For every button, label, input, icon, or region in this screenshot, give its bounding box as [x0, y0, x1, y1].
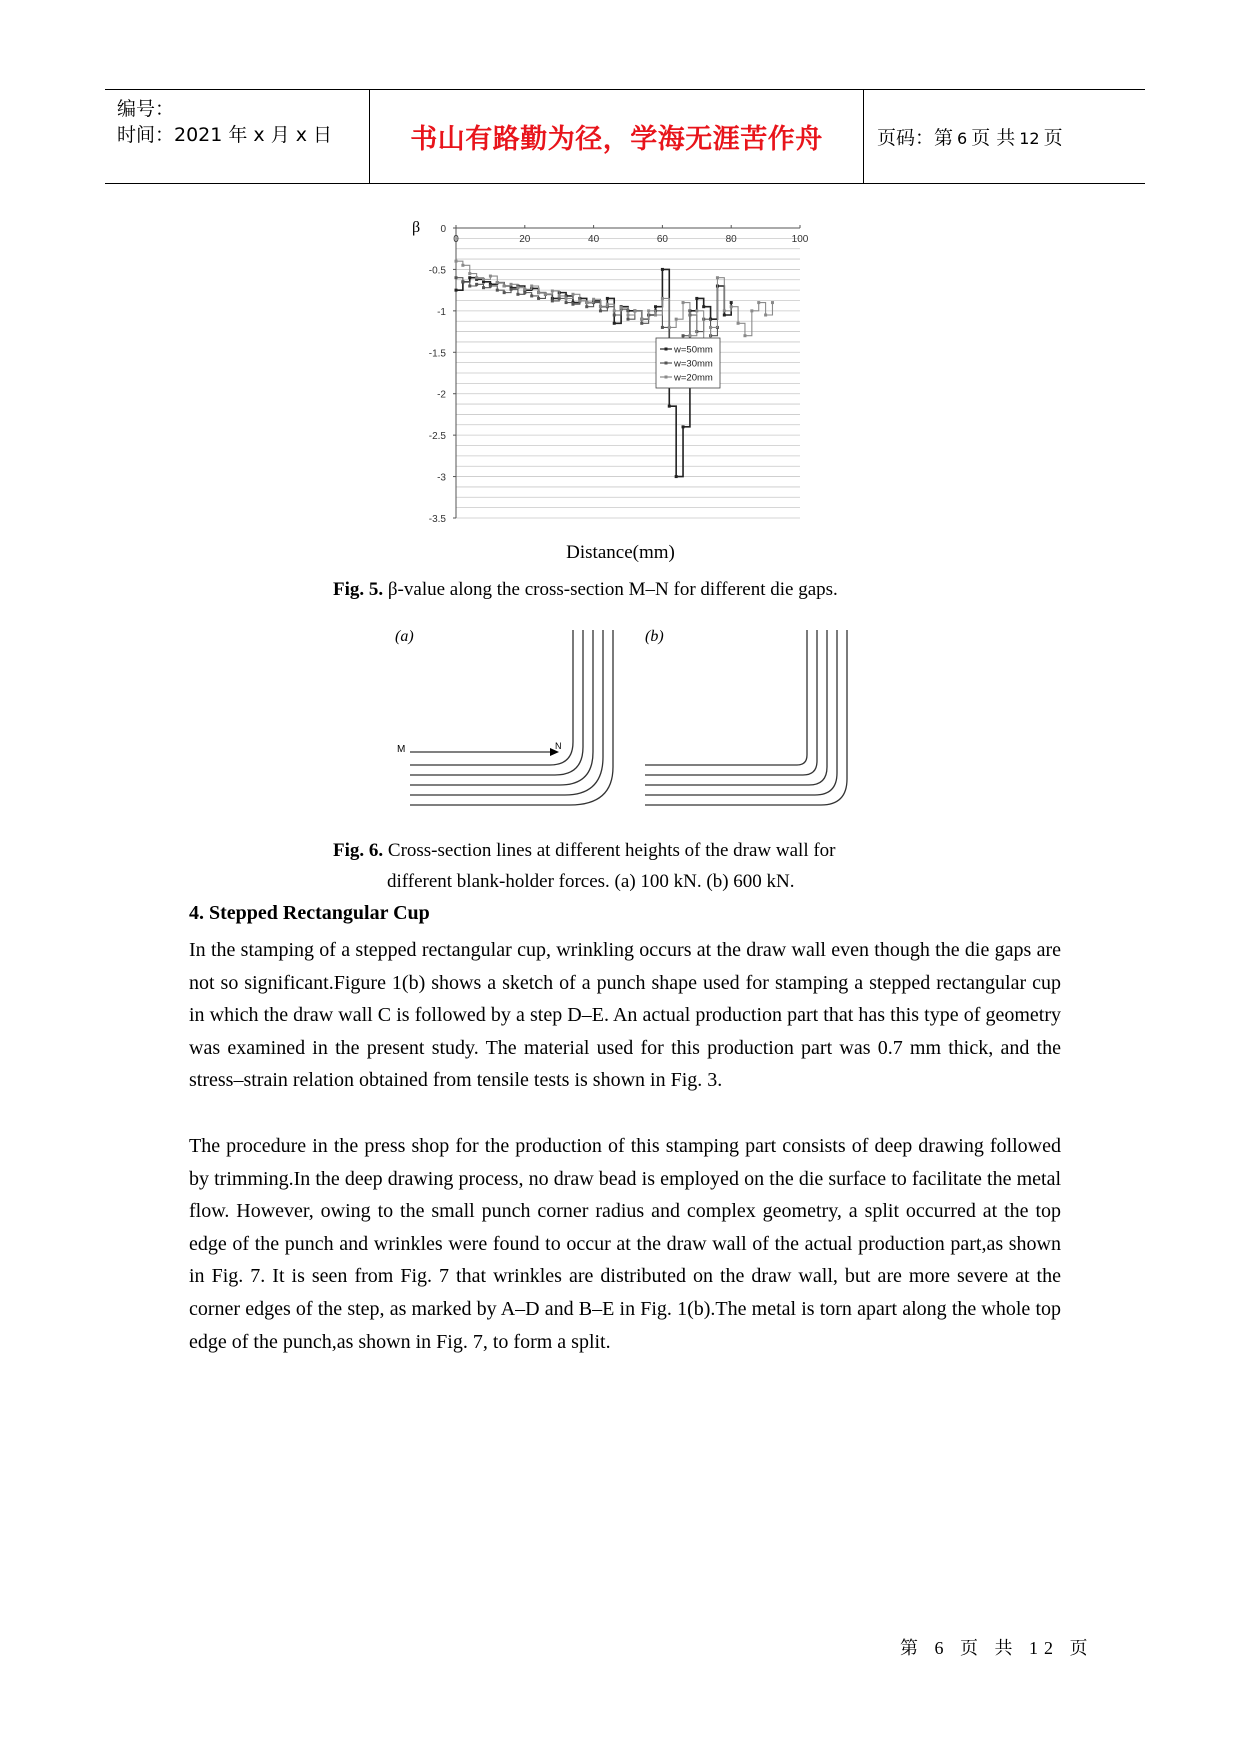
data-point — [516, 286, 519, 289]
data-point — [640, 322, 643, 325]
header-page-cell — [865, 90, 1145, 183]
data-point — [530, 294, 533, 297]
data-point — [606, 297, 609, 300]
fig6-caption-line1 — [333, 835, 836, 866]
data-point — [523, 288, 526, 291]
legend-label: w=50mm — [674, 344, 713, 356]
data-point — [654, 305, 657, 308]
fig6a-curve-3 — [410, 630, 593, 785]
fig6-curves-a — [410, 630, 613, 805]
data-point — [613, 322, 616, 325]
data-point — [654, 314, 657, 317]
data-point — [510, 288, 513, 291]
data-point — [482, 286, 485, 289]
data-point — [503, 285, 506, 288]
fig6b-curve-2 — [645, 630, 817, 775]
fig6-diagram — [385, 615, 865, 815]
data-point — [585, 301, 588, 304]
data-point — [565, 297, 568, 300]
fig6-label-n: N — [555, 741, 562, 751]
y-tick-label: -2 — [437, 389, 446, 401]
data-point — [730, 301, 733, 304]
data-point — [682, 425, 685, 428]
data-point — [489, 285, 492, 288]
data-point — [482, 278, 485, 281]
data-point — [661, 326, 664, 329]
data-point — [730, 305, 733, 308]
document-header — [105, 89, 1145, 184]
header-meta-cell — [105, 90, 370, 183]
page-prefix: 页码：第 — [877, 127, 954, 149]
data-point — [599, 305, 602, 308]
data-point — [709, 326, 712, 329]
fig6a-curve-2 — [410, 630, 583, 775]
header-motto: 书山有路勤为径，学海无涯苦作舟 — [410, 124, 823, 155]
section-title: 4. Stepped Rectangular Cup — [189, 902, 430, 924]
x-tick-label: 100 — [791, 234, 809, 245]
fig6-label-b: (b) — [645, 628, 664, 645]
data-point — [496, 281, 499, 284]
y-tick-label: -3 — [437, 472, 446, 484]
data-point — [675, 318, 678, 321]
fig6-caption-text1: Cross-section lines at different heights of the draw wall for — [383, 840, 836, 861]
data-point — [633, 309, 636, 312]
data-point — [530, 285, 533, 288]
data-point — [750, 309, 753, 312]
page-suffix: 页 — [1043, 127, 1063, 149]
y-axis-symbol: β — [412, 219, 421, 236]
data-point — [475, 283, 478, 286]
data-point — [558, 294, 561, 297]
data-point — [461, 280, 464, 283]
legend-marker — [665, 376, 668, 379]
data-point — [723, 309, 726, 312]
data-point — [461, 264, 464, 267]
data-point — [688, 334, 691, 337]
data-point — [585, 305, 588, 308]
data-point — [682, 334, 685, 337]
fig6b-curve-4 — [645, 630, 837, 795]
data-point — [702, 305, 705, 308]
data-point — [613, 309, 616, 312]
x-tick-label: 60 — [656, 234, 668, 245]
data-point — [620, 306, 623, 309]
header-time-label: 时间：2021 年 x 月 x 日 — [117, 124, 333, 146]
data-point — [571, 293, 574, 296]
header-page-info — [877, 123, 1063, 150]
data-point — [455, 276, 458, 279]
fig6-curves-b — [645, 630, 847, 805]
y-tick-label: -1.5 — [428, 348, 446, 360]
page-total: 12 — [1019, 129, 1040, 148]
data-point — [682, 301, 685, 304]
data-point — [571, 303, 574, 306]
data-point — [537, 291, 540, 294]
data-point — [537, 297, 540, 300]
data-point — [613, 314, 616, 317]
data-point — [668, 405, 671, 408]
data-point — [716, 276, 719, 279]
fig6b-curve-3 — [645, 630, 827, 785]
fig5-caption-label: Fig. 5. — [333, 579, 384, 600]
fig5-caption — [333, 574, 838, 605]
fig6a-curve-1 — [410, 630, 573, 765]
fig6-caption-line2: different blank-holder forces. (a) 100 kN. (b) 600 kN. — [387, 871, 795, 892]
x-tick-label: 40 — [588, 234, 600, 245]
x-tick-label: 20 — [519, 234, 531, 245]
data-point — [627, 318, 630, 321]
data-point — [743, 334, 746, 337]
data-point — [565, 301, 568, 304]
y-tick-label: -1 — [437, 306, 446, 318]
data-point — [578, 299, 581, 302]
data-point — [599, 309, 602, 312]
page-current: 6 — [957, 129, 968, 148]
page-mid: 页 共 — [971, 127, 1016, 149]
fig5-chart — [400, 210, 820, 535]
data-point — [764, 314, 767, 317]
data-point — [647, 309, 650, 312]
data-point — [771, 301, 774, 304]
y-tick-label: -0.5 — [428, 265, 446, 277]
data-point — [723, 314, 726, 317]
data-point — [510, 283, 513, 286]
header-number-label: 编号： — [117, 98, 175, 120]
data-point — [468, 272, 471, 275]
data-point — [695, 309, 698, 312]
y-tick-label: -3.5 — [428, 514, 446, 525]
paragraph-1: In the stamping of a stepped rectangular cup, wrinkling occurs at the draw wall even though the die gaps are not so significant.Figure 1(b) shows a sketch of a punch shape used for stamping a stepped rectangular cup in which the draw wall C is followed by a step D–E. An actual production part that has this type of geometry was examined in the present study. The material used for this production part was 0.7 mm thick, and the stress–strain relation obtained from tensile tests is shown in Fig. 3. — [189, 939, 1061, 1092]
fig5-x-axis-title: Distance(mm) — [566, 542, 675, 563]
fig6-caption-label: Fig. 6. — [333, 840, 384, 861]
data-point — [592, 298, 595, 301]
data-point — [468, 285, 471, 288]
x-tick-label: 80 — [725, 234, 737, 245]
data-point — [455, 260, 458, 263]
legend-marker — [665, 348, 668, 351]
data-point — [455, 289, 458, 292]
y-tick-label: 0 — [440, 224, 446, 235]
page-footer: 第 6 页 共 12 页 — [900, 1638, 1094, 1658]
data-point — [523, 291, 526, 294]
legend-marker — [665, 362, 668, 365]
data-point — [661, 297, 664, 300]
data-point — [475, 276, 478, 279]
data-point — [496, 289, 499, 292]
data-point — [640, 318, 643, 321]
fig6-label-a: (a) — [395, 628, 414, 645]
data-point — [668, 326, 671, 329]
data-point — [695, 297, 698, 300]
paragraph-2: The procedure in the press shop for the production of this stamping part consists of deep drawing followed by trimming.In the deep drawing process, no draw bead is employed on the die surface to facilitate the metal flow. However, owing to the small punch corner radius and complex geometry, a split occurred at the top edge of the punch and wrinkles were found to occur at the draw wall of the actual production part,as shown in Fig. 7. It is seen from Fig. 7 that wrinkles are distributed on the draw wall, but are more severe at the corner edges of the step, as marked by A–D and B–E in Fig. 1(b).The metal is torn apart along the whole top edge of the punch,as shown in Fig. 7, to form a split. — [189, 1135, 1061, 1353]
fig6-label-m: M — [397, 744, 406, 755]
y-tick-label: -2.5 — [428, 431, 446, 443]
data-point — [737, 322, 740, 325]
legend-label: w=20mm — [674, 372, 713, 384]
data-point — [675, 475, 678, 478]
data-point — [627, 314, 630, 317]
legend-label: w=30mm — [674, 358, 713, 370]
data-point — [468, 276, 471, 279]
data-point — [551, 289, 554, 292]
header-motto-cell — [370, 90, 864, 183]
data-point — [661, 268, 664, 271]
data-point — [544, 293, 547, 296]
x-tick-label: 0 — [453, 234, 459, 245]
data-point — [489, 275, 492, 278]
data-point — [516, 293, 519, 296]
data-point — [551, 299, 554, 302]
data-point — [503, 291, 506, 294]
fig5-caption-text: β-value along the cross-section M–N for different die gaps. — [383, 579, 838, 600]
data-point — [606, 303, 609, 306]
fig6b-curve-1 — [645, 630, 807, 765]
data-point — [757, 301, 760, 304]
